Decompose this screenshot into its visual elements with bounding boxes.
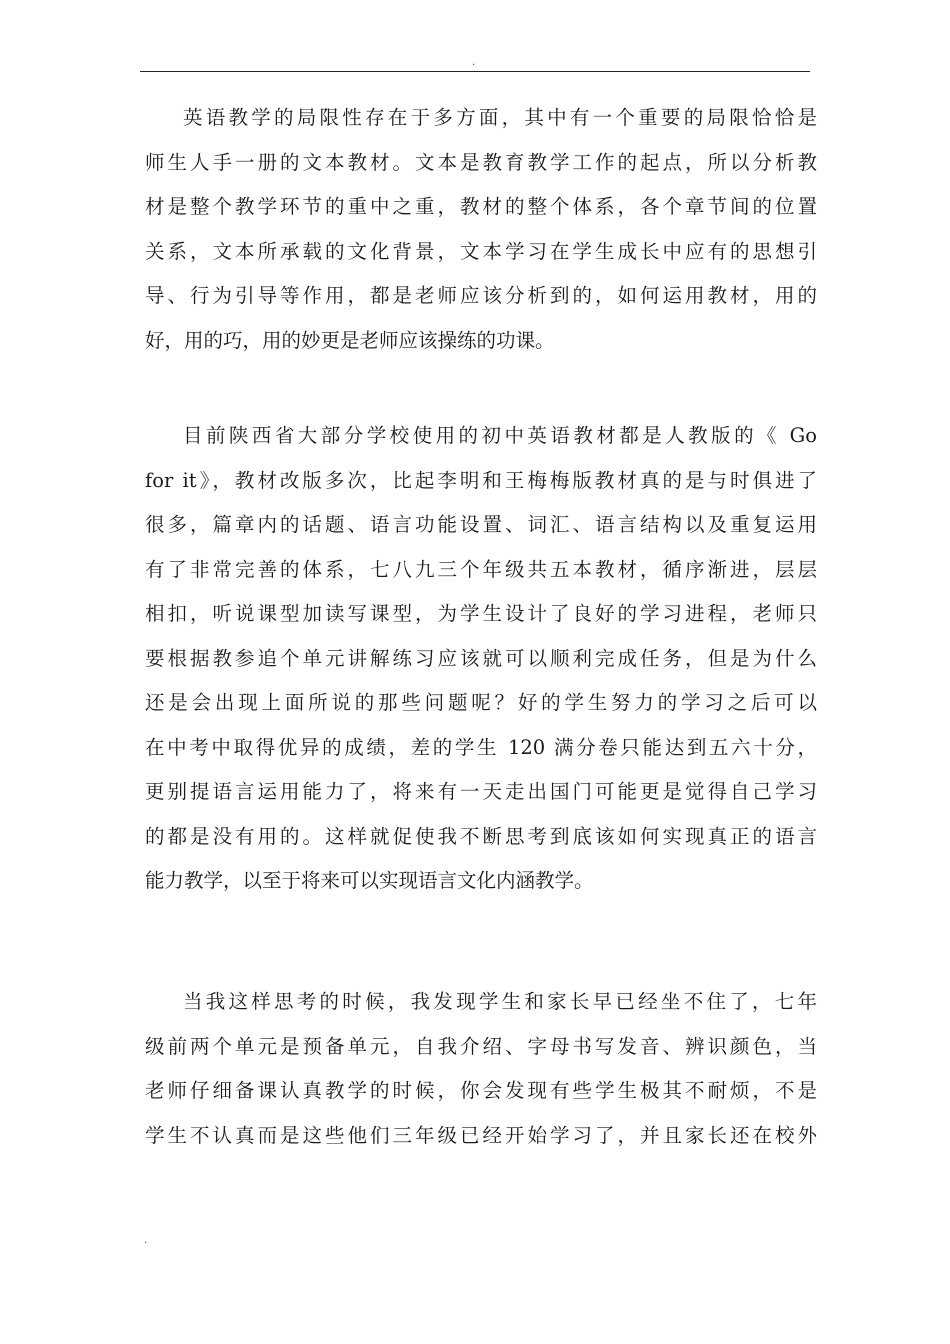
text-line: 学生不认真而是这些他们三年级已经开始学习了，并且家长还在校外 [145, 1123, 817, 1147]
text-line: 好，用的巧，用的妙更是老师应该操练的功课。 [145, 328, 555, 352]
text-line: 级前两个单元是预备单元，自我介绍、字母书写发音、辨识颜色，当 [145, 1034, 817, 1058]
text-line: 能力教学，以至于将来可以实现语言文化内涵教学。 [145, 869, 594, 892]
paragraph-3 [145, 980, 817, 1158]
header-mark: . [472, 57, 476, 68]
text-line: 导、行为引导等作用，都是老师应该分析到的，如何运用教材，用的 [145, 284, 817, 307]
text-line: 有了非常完善的体系，七八九三个年级共五本教材，循序渐进，层层 [145, 557, 817, 581]
text-line: 当我这样思考的时候，我发现学生和家长早已经坐不住了，七年 [183, 990, 817, 1013]
text-line: 材是整个教学环节的重中之重，教材的整个体系，各个章节间的位置 [145, 195, 817, 218]
text-line: for it》，教材改版多次，比起李明和王梅梅版教材真的是与时俱进了 [145, 468, 817, 492]
text-line: 相扣，听说课型加读写课型，为学生设计了良好的学习进程，老师只 [145, 602, 817, 625]
text-line: 在中考中取得优异的成绩，差的学生 120 满分卷只能达到五六十分， [145, 735, 817, 759]
paragraph-1 [145, 96, 817, 363]
text-line: 很多，篇章内的话题、语言功能设置、词汇、语言结构以及重复运用 [145, 513, 817, 536]
paragraph-2 [145, 414, 817, 904]
header-rule [140, 71, 810, 72]
text-line: 还是会出现上面所说的那些问题呢？好的学生努力的学习之后可以 [145, 691, 817, 714]
text-line: 的都是没有用的。这样就促使我不断思考到底该如何实现真正的语言 [145, 824, 817, 848]
text-line: 老师仔细备课认真教学的时候，你会发现有些学生极其不耐烦，不是 [145, 1079, 817, 1102]
text-line: 师生人手一册的文本教材。文本是教育教学工作的起点，所以分析教 [145, 150, 817, 174]
text-line: 要根据教参追个单元讲解练习应该就可以顺利完成任务，但是为什么 [145, 646, 817, 670]
text-line: 更别提语言运用能力了，将来有一天走出国门可能更是觉得自己学习 [145, 780, 817, 803]
text-line: 英语教学的局限性存在于多方面，其中有一个重要的局限恰恰是 [183, 106, 817, 129]
text-line: 目前陕西省大部分学校使用的初中英语教材都是人教版的《 Go [183, 424, 817, 447]
footer-mark: . [144, 1235, 148, 1246]
text-line: 关系，文本所承载的文化背景，文本学习在学生成长中应有的思想引 [145, 239, 817, 263]
